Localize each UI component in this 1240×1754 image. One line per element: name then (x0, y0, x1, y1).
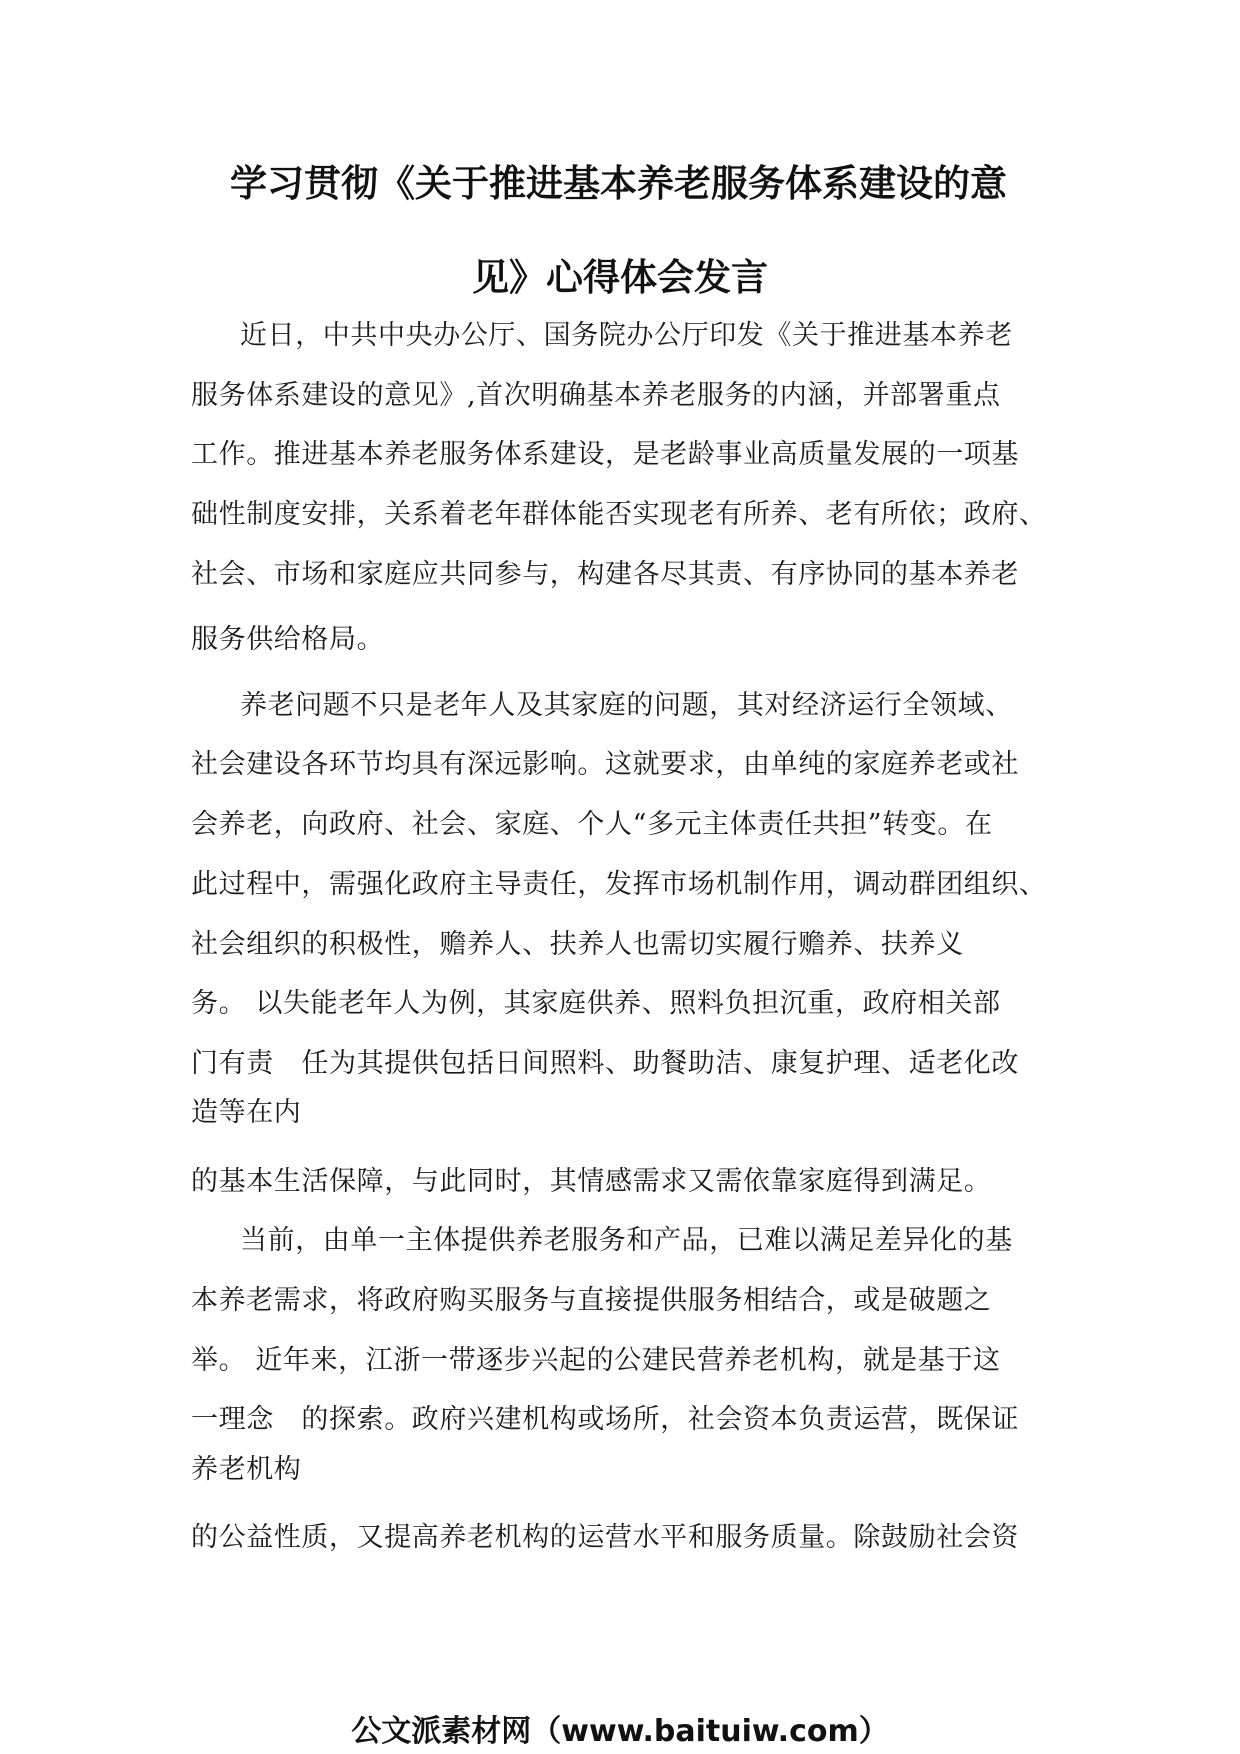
body-line: 此过程中，需强化政府主导责任，发挥市场机制作用，调动群团组织、 (191, 869, 1047, 900)
body-line: 本养老需求，将政府购买服务与直接提供服务相结合，或是破题之 (191, 1285, 992, 1316)
body-line: 社会组织的积极性，赡养人、扶养人也需切实履行赡养、扶养义 (191, 929, 964, 960)
body-line: 会养老，向政府、社会、家庭、个人“多元主体责任共担”转变。在 (191, 809, 993, 840)
body-line: 社会建设各环节均具有深远影响。这就要求，由单纯的家庭养老或社 (191, 749, 1019, 780)
footer-watermark-text: 公文派素材网（www.baituiw.com） (351, 1714, 889, 1749)
body-line: 础性制度安排，关系着老年群体能否实现老有所养、老有所依；政府、 (191, 499, 1047, 530)
body-line: 养老机构 (191, 1454, 302, 1485)
body-line: 造等在内 (191, 1097, 302, 1128)
body-line: 务。 以失能老年人为例，其家庭供养、照料负担沉重，政府相关部 (191, 988, 1001, 1019)
body-line: 当前，由单一主体提供养老服务和产品，已难以满足差异化的基 (240, 1225, 1013, 1256)
body-line: 服务体系建设的意见》,首次明确基本养老服务的内涵，并部署重点 (191, 380, 1001, 411)
document-title-line-2: 见》心得体会发言 (472, 256, 768, 299)
body-line: 近日，中共中央办公厅、国务院办公厅印发《关于推进基本养老 (240, 320, 1013, 351)
body-line: 服务供给格局。 (191, 624, 385, 655)
body-line: 的基本生活保障，与此同时，其情感需求又需依靠家庭得到满足。 (191, 1166, 992, 1197)
document-title-line-1: 学习贯彻《关于推进基本养老服务体系建设的意 (230, 162, 1007, 205)
body-line: 举。 近年来，江浙一带逐步兴起的公建民营养老机构，就是基于这 (191, 1345, 1001, 1376)
body-line: 一理念 的探索。政府兴建机构或场所，社会资本负责运营，既保证 (191, 1404, 1019, 1435)
body-line: 社会、市场和家庭应共同参与，构建各尽其责、有序协同的基本养老 (191, 559, 1019, 590)
body-line: 工作。推进基本养老服务体系建设，是老龄事业高质量发展的一项基 (191, 439, 1019, 470)
body-line: 门有责 任为其提供包括日间照料、助餐助洁、康复护理、适老化改 (191, 1048, 1019, 1079)
body-line: 的公益性质，又提高养老机构的运营水平和服务质量。除鼓励社会资 (191, 1522, 1019, 1553)
body-line: 养老问题不只是老年人及其家庭的问题，其对经济运行全领域、 (240, 690, 1013, 721)
